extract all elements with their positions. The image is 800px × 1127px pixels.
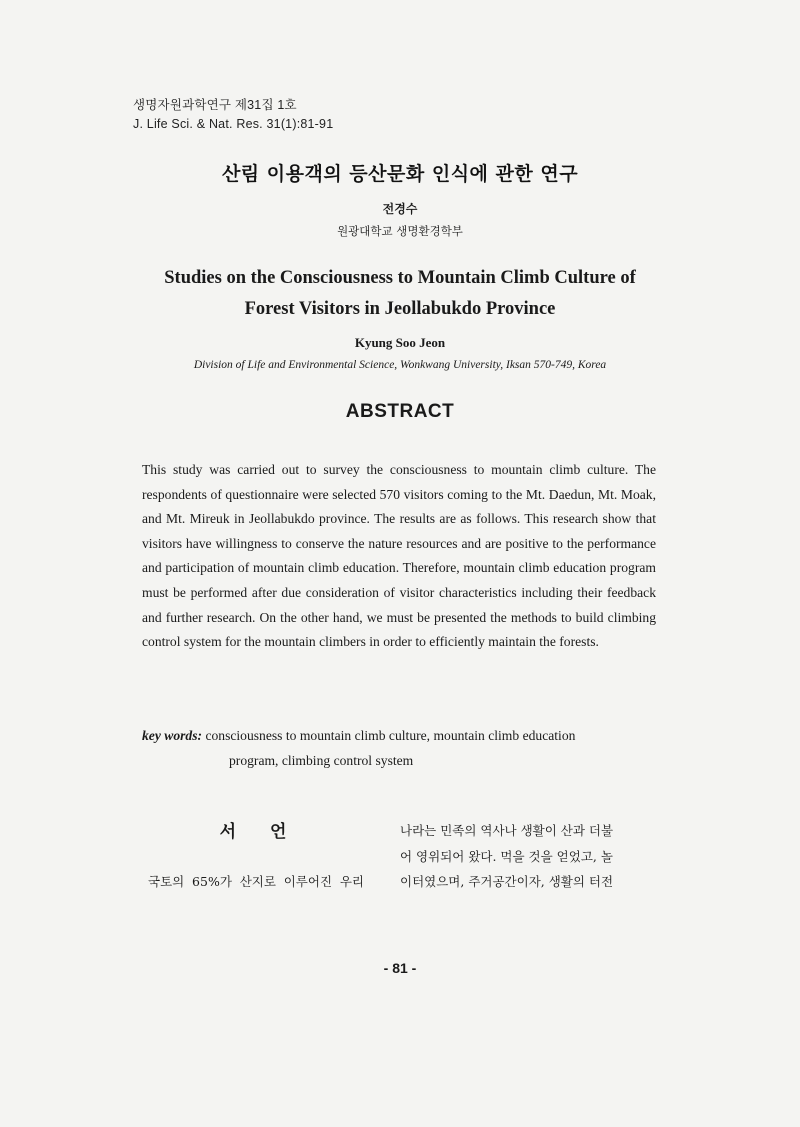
keywords-text-line2: program, climbing control system <box>229 753 414 768</box>
page-number: - 81 - <box>383 960 417 976</box>
intro-right-column <box>400 818 662 895</box>
abstract-body: This study was carried out to survey the consciousness to mountain climb culture. The respondents of questionnaire were selected 570 visitors coming to the Mt. Daedun, Mt. Moak, and Mt. Mireuk in Jeollabukdo province. The results are as follows. This research show that visitors have willingness to conserve the nature resources and are positive to the performance and participation of mountain climb education. Therefore, mountain climb education program must be performed after due consideration of visitor characteristics including their feedback and further research. On the other hand, we must be presented the methods to build climbing control system for the mountain climbers in order to efficiently maintain the forests. <box>142 462 656 650</box>
affiliation-en: Division of Life and Environmental Science, Wonkwang University, Iksan 570-749, Korea <box>193 359 607 371</box>
keywords-text-line1: consciousness to mountain climb culture, mountain climb education <box>205 728 576 743</box>
intro-right-line: 어 영위되어 왔다. 먹을 것을 얻었고, 놀 <box>400 848 613 864</box>
author-name-ko: 전경수 <box>382 202 418 216</box>
intro-right-line: 이터였으며, 주거공간이자, 생활의 터전 <box>400 874 614 889</box>
affiliation-ko: 원광대학교 생명환경학부 <box>337 224 463 238</box>
journal-name-ko: 생명자원과학연구 제31집 1호 <box>133 98 297 112</box>
intro-left-column: 국토의 65%가 산지로 이루어진 우리 <box>148 874 364 889</box>
journal-citation-en: J. Life Sci. & Nat. Res. 31(1):81-91 <box>133 117 334 131</box>
intro-right-line: 나라는 민족의 역사나 생활이 산과 더불 <box>400 823 614 838</box>
abstract-heading: ABSTRACT <box>345 401 455 422</box>
keywords-label: key words: <box>142 728 203 743</box>
paper-title-ko: 산림 이용객의 등산문화 인식에 관한 연구 <box>221 163 579 185</box>
paper-title-en-line2: Forest Visitors in Jeollabukdo Province <box>244 299 556 319</box>
keywords-line1 <box>142 728 658 744</box>
author-name-en: Kyung Soo Jeon <box>354 335 446 350</box>
paper-title-en-line1: Studies on the Consciousness to Mountain Climb Culture of <box>164 268 636 288</box>
section-heading-introduction: 서 언 <box>219 822 301 842</box>
